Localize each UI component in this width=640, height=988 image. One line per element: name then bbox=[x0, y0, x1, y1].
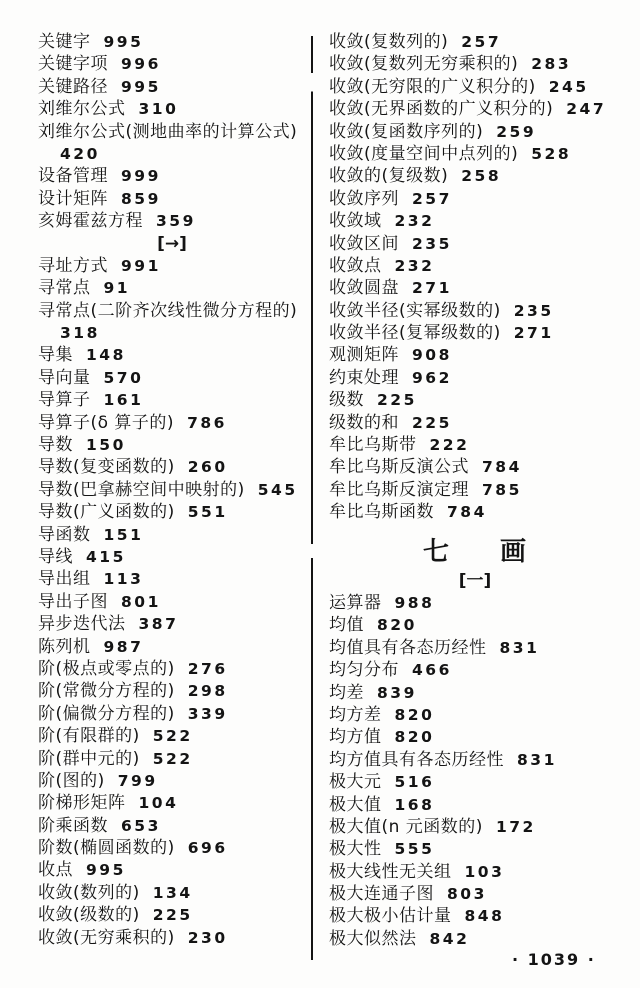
index-entry bbox=[38, 98, 306, 120]
index-entry bbox=[38, 815, 306, 837]
entry-page: 908 bbox=[412, 346, 452, 365]
entry-term: 收敛(无穷限的广义积分的) bbox=[329, 76, 536, 97]
entry-term: 收敛半径(复幂级数的) bbox=[329, 323, 501, 344]
entry-page: 232 bbox=[394, 212, 435, 231]
entry-term: 均方值具有各态历经性 bbox=[329, 749, 504, 770]
index-entry bbox=[329, 322, 621, 344]
entry-page: 415 bbox=[86, 547, 126, 566]
entry-page: 522 bbox=[152, 749, 193, 768]
entry-page: 225 bbox=[412, 413, 452, 432]
index-entry bbox=[329, 659, 621, 681]
entry-term: 阶数(椭圆函数的) bbox=[38, 838, 175, 859]
index-entry bbox=[38, 636, 306, 658]
index-entry bbox=[329, 367, 621, 389]
index-entry bbox=[329, 98, 621, 120]
entry-page: 245 bbox=[548, 77, 589, 96]
entry-term: 关键字项 bbox=[38, 54, 108, 75]
section-header bbox=[329, 534, 621, 570]
entry-term: 设备管理 bbox=[38, 166, 108, 187]
entry-term: 导集 bbox=[38, 345, 73, 366]
index-entry bbox=[38, 31, 306, 53]
entry-page-wrapped: 420 bbox=[60, 144, 100, 163]
entry-term: 导出子图 bbox=[38, 591, 108, 612]
entry-term: 导函数 bbox=[38, 524, 91, 545]
entry-page: 803 bbox=[447, 885, 487, 904]
index-entry bbox=[329, 479, 621, 501]
index-entry bbox=[38, 725, 306, 747]
entry-page: 801 bbox=[121, 592, 161, 611]
index-entry bbox=[329, 412, 621, 434]
entry-term: 运算器 bbox=[329, 592, 382, 613]
index-entry bbox=[38, 434, 306, 456]
entry-term: 陈列机 bbox=[38, 636, 91, 657]
index-entry bbox=[38, 53, 306, 75]
index-entry bbox=[38, 300, 306, 322]
entry-page: 551 bbox=[187, 503, 228, 522]
index-entry bbox=[38, 770, 306, 792]
entry-term: 极大性 bbox=[329, 839, 382, 860]
index-entry bbox=[38, 703, 306, 725]
entry-page: 387 bbox=[138, 615, 179, 634]
entry-page: 259 bbox=[496, 122, 537, 141]
index-entry bbox=[38, 927, 306, 949]
column-divider bbox=[311, 36, 313, 960]
entry-term: 收敛点 bbox=[329, 255, 382, 276]
entry-page: 987 bbox=[103, 637, 144, 656]
index-entry bbox=[38, 904, 306, 926]
index-entry bbox=[38, 479, 306, 501]
entry-page: 235 bbox=[513, 301, 554, 320]
entry-term: 收敛圆盘 bbox=[329, 278, 399, 299]
entry-term: 观测矩阵 bbox=[329, 345, 399, 366]
entry-term: 收敛(数列的) bbox=[38, 882, 140, 903]
entry-term: 导算子 bbox=[38, 390, 91, 411]
entry-term: 牟比乌斯函数 bbox=[329, 502, 434, 523]
entry-page: 784 bbox=[447, 503, 487, 522]
index-entry bbox=[38, 389, 306, 411]
index-entry bbox=[38, 792, 306, 814]
index-entry bbox=[38, 121, 306, 143]
entry-page: 820 bbox=[394, 728, 435, 747]
entry-page: 276 bbox=[187, 659, 228, 678]
left-column bbox=[38, 31, 306, 949]
entry-term: 收敛(无界函数的广义积分的) bbox=[329, 99, 554, 120]
entry-page: 113 bbox=[103, 570, 144, 589]
index-entry bbox=[329, 501, 621, 523]
entry-term: 收敛半径(实幂级数的) bbox=[329, 300, 501, 321]
entry-page: 786 bbox=[187, 413, 227, 432]
entry-page: 995 bbox=[103, 33, 144, 51]
index-entry bbox=[38, 165, 306, 187]
entry-page: 232 bbox=[394, 256, 435, 275]
entry-page: 271 bbox=[412, 279, 452, 298]
entry-term: 收敛(度量空间中点列的) bbox=[329, 143, 519, 164]
entry-page: 271 bbox=[513, 324, 554, 343]
entry-term: 关键路径 bbox=[38, 76, 108, 97]
index-entry bbox=[329, 637, 621, 659]
index-entry bbox=[329, 838, 621, 860]
entry-term: 均方差 bbox=[329, 704, 382, 725]
entry-term: 极大连通子图 bbox=[329, 884, 434, 905]
entry-term: 收敛(无穷乘积的) bbox=[38, 927, 175, 948]
entry-term: 收敛(复函数序列的) bbox=[329, 121, 484, 142]
entry-page: 260 bbox=[187, 458, 228, 477]
index-entry bbox=[329, 905, 621, 927]
entry-page: 103 bbox=[464, 862, 505, 881]
index-entry bbox=[38, 680, 306, 702]
entry-term: 寻址方式 bbox=[38, 255, 108, 276]
index-entry bbox=[38, 76, 306, 98]
entry-page: 161 bbox=[103, 391, 144, 410]
entry-term: 阶(常微分方程的) bbox=[38, 681, 175, 702]
entry-term: 导算子(δ 算子的) bbox=[38, 412, 175, 433]
index-entry bbox=[329, 861, 621, 883]
index-entry bbox=[329, 794, 621, 816]
entry-page: 991 bbox=[121, 256, 161, 275]
entry-page: 831 bbox=[499, 638, 540, 657]
entry-page: 785 bbox=[482, 480, 522, 499]
entry-page: 168 bbox=[394, 795, 435, 814]
right-column bbox=[329, 31, 621, 950]
entry-term: 均方值 bbox=[329, 727, 382, 748]
entry-page: 516 bbox=[394, 773, 435, 792]
entry-page: 528 bbox=[531, 144, 572, 163]
index-entry bbox=[329, 31, 621, 53]
index-entry bbox=[38, 188, 306, 210]
entry-term: 极大值(n 元函数的) bbox=[329, 816, 483, 837]
index-entry bbox=[329, 749, 621, 771]
entry-page: 247 bbox=[566, 100, 607, 119]
entry-page: 653 bbox=[121, 816, 161, 835]
index-entry bbox=[38, 658, 306, 680]
index-entry bbox=[329, 121, 621, 143]
entry-page: 225 bbox=[152, 906, 193, 925]
entry-term: 均差 bbox=[329, 682, 364, 703]
entry-page: 257 bbox=[412, 189, 452, 208]
entry-term: 极大值 bbox=[329, 794, 382, 815]
index-entry bbox=[329, 143, 621, 165]
index-entry bbox=[38, 859, 306, 881]
entry-page: 359 bbox=[156, 212, 196, 231]
entry-page: 172 bbox=[495, 817, 536, 836]
entry-page: 230 bbox=[187, 928, 228, 947]
entry-term: 牟比乌斯反演定理 bbox=[329, 479, 469, 500]
group-marker: [→] bbox=[157, 233, 187, 254]
entry-page: 784 bbox=[482, 458, 522, 477]
entry-page: 831 bbox=[517, 750, 557, 769]
entry-term: 导数 bbox=[38, 435, 73, 456]
entry-page: 151 bbox=[103, 525, 144, 544]
index-entry bbox=[38, 501, 306, 523]
entry-term: 亥姆霍兹方程 bbox=[38, 211, 143, 232]
index-entry bbox=[38, 546, 306, 568]
index-entry bbox=[329, 53, 621, 75]
entry-term: 寻常点 bbox=[38, 278, 91, 299]
index-entry bbox=[38, 524, 306, 546]
entry-term: 收敛(复数列的) bbox=[329, 32, 449, 52]
entry-term: 导数(复变函数的) bbox=[38, 457, 175, 478]
group-marker: [一] bbox=[458, 570, 492, 591]
index-entry bbox=[329, 726, 621, 748]
entry-term: 收敛(复数列无穷乘积的) bbox=[329, 54, 519, 75]
entry-term: 收点 bbox=[38, 860, 73, 881]
entry-term: 设计矩阵 bbox=[38, 188, 108, 209]
index-entry bbox=[329, 233, 621, 255]
entry-term: 关键字 bbox=[38, 32, 91, 52]
entry-term: 级数 bbox=[329, 390, 364, 411]
entry-term: 刘维尔公式(测地曲率的计算公式) bbox=[38, 121, 298, 142]
entry-term: 级数的和 bbox=[329, 412, 399, 433]
entry-term: 阶(极点或零点的) bbox=[38, 658, 175, 679]
index-entry bbox=[38, 882, 306, 904]
entry-term: 极大极小估计量 bbox=[329, 906, 452, 927]
entry-page: 555 bbox=[394, 840, 435, 859]
entry-page: 91 bbox=[103, 279, 131, 298]
entry-term: 阶(图的) bbox=[38, 770, 105, 791]
entry-page: 339 bbox=[187, 704, 228, 723]
index-entry bbox=[38, 748, 306, 770]
entry-term: 阶(群中元的) bbox=[38, 748, 140, 769]
entry-term: 收敛的(复级数) bbox=[329, 166, 449, 187]
entry-page: 696 bbox=[187, 839, 228, 858]
index-entry bbox=[329, 255, 621, 277]
entry-page: 820 bbox=[377, 616, 417, 635]
entry-page: 235 bbox=[412, 234, 452, 253]
index-entry bbox=[329, 592, 621, 614]
entry-term: 导线 bbox=[38, 546, 73, 567]
section-header-char: 画 bbox=[500, 536, 528, 567]
entry-term: 收敛序列 bbox=[329, 188, 399, 209]
index-entry bbox=[38, 255, 306, 277]
entry-term: 牟比乌斯反演公式 bbox=[329, 457, 469, 478]
index-entry bbox=[38, 210, 306, 232]
index-entry bbox=[38, 456, 306, 478]
entry-term: 导数(广义函数的) bbox=[38, 502, 175, 523]
index-entry bbox=[38, 412, 306, 434]
index-entry bbox=[329, 300, 621, 322]
entry-page: 820 bbox=[394, 705, 435, 724]
entry-page: 257 bbox=[461, 33, 502, 51]
index-entry bbox=[329, 928, 621, 950]
index-entry bbox=[38, 837, 306, 859]
entry-term: 刘维尔公式 bbox=[38, 99, 126, 120]
entry-term: 极大元 bbox=[329, 772, 382, 793]
entry-page: 962 bbox=[412, 368, 452, 387]
entry-page: 988 bbox=[394, 593, 435, 612]
entry-term: 牟比乌斯带 bbox=[329, 435, 417, 456]
entry-term: 阶(偏微分方程的) bbox=[38, 703, 175, 724]
index-entry bbox=[329, 344, 621, 366]
index-entry bbox=[38, 367, 306, 389]
index-entry bbox=[38, 344, 306, 366]
entry-term: 收敛域 bbox=[329, 211, 382, 232]
index-entry bbox=[38, 613, 306, 635]
entry-term: 寻常点(二阶齐次线性微分方程的) bbox=[38, 300, 298, 321]
index-entry bbox=[329, 771, 621, 793]
index-entry bbox=[329, 456, 621, 478]
index-entry bbox=[329, 883, 621, 905]
entry-term: 约束处理 bbox=[329, 367, 399, 388]
index-entry bbox=[329, 165, 621, 187]
entry-term: 极大线性无关组 bbox=[329, 861, 452, 882]
index-entry bbox=[329, 210, 621, 232]
entry-page: 298 bbox=[187, 682, 228, 701]
index-entry bbox=[329, 434, 621, 456]
entry-term: 均值 bbox=[329, 615, 364, 636]
entry-page: 848 bbox=[464, 907, 505, 926]
entry-page: 995 bbox=[121, 77, 161, 96]
entry-term: 收敛区间 bbox=[329, 233, 399, 254]
index-entry bbox=[329, 188, 621, 210]
index-entry bbox=[329, 389, 621, 411]
entry-page: 995 bbox=[86, 861, 126, 880]
index-entry bbox=[38, 568, 306, 590]
entry-page: 150 bbox=[86, 436, 126, 455]
entry-term: 阶(有限群的) bbox=[38, 726, 140, 747]
entry-page: 859 bbox=[121, 189, 161, 208]
entry-term: 导出组 bbox=[38, 569, 91, 590]
index-entry bbox=[329, 76, 621, 98]
entry-page: 839 bbox=[377, 683, 417, 702]
index-entry bbox=[329, 277, 621, 299]
index-entry bbox=[38, 277, 306, 299]
section-header-char: 七 bbox=[422, 536, 450, 567]
entry-term: 阶乘函数 bbox=[38, 815, 108, 836]
entry-page-wrapped: 318 bbox=[60, 324, 100, 343]
entry-page: 222 bbox=[429, 436, 470, 455]
entry-page: 104 bbox=[138, 794, 179, 813]
entry-page: 999 bbox=[121, 167, 161, 186]
entry-page: 799 bbox=[117, 771, 158, 790]
entry-term: 均值具有各态历经性 bbox=[329, 637, 487, 658]
index-entry bbox=[329, 682, 621, 704]
entry-page: 996 bbox=[121, 55, 161, 74]
index-entry bbox=[329, 816, 621, 838]
entry-term: 阶梯形矩阵 bbox=[38, 793, 126, 814]
entry-page: 283 bbox=[531, 55, 572, 74]
entry-term: 极大似然法 bbox=[329, 928, 417, 949]
entry-page: 570 bbox=[103, 368, 144, 387]
entry-page: 148 bbox=[86, 346, 126, 365]
entry-page: 545 bbox=[257, 480, 298, 499]
entry-page: 225 bbox=[377, 391, 417, 410]
entry-term: 导向量 bbox=[38, 367, 91, 388]
entry-term: 均匀分布 bbox=[329, 660, 399, 681]
entry-term: 导数(巴拿赫空间中映射的) bbox=[38, 479, 245, 500]
entry-term: 异步迭代法 bbox=[38, 614, 126, 635]
entry-page: 466 bbox=[412, 661, 452, 680]
page-number: · 1039 · bbox=[512, 950, 596, 969]
entry-page: 842 bbox=[429, 929, 470, 948]
index-entry bbox=[329, 614, 621, 636]
entry-term: 收敛(级数的) bbox=[38, 905, 140, 926]
entry-page: 134 bbox=[152, 883, 193, 902]
entry-page: 522 bbox=[152, 727, 193, 746]
index-entry bbox=[38, 591, 306, 613]
entry-page: 258 bbox=[461, 167, 502, 186]
index-entry bbox=[329, 704, 621, 726]
entry-page: 310 bbox=[138, 100, 179, 119]
